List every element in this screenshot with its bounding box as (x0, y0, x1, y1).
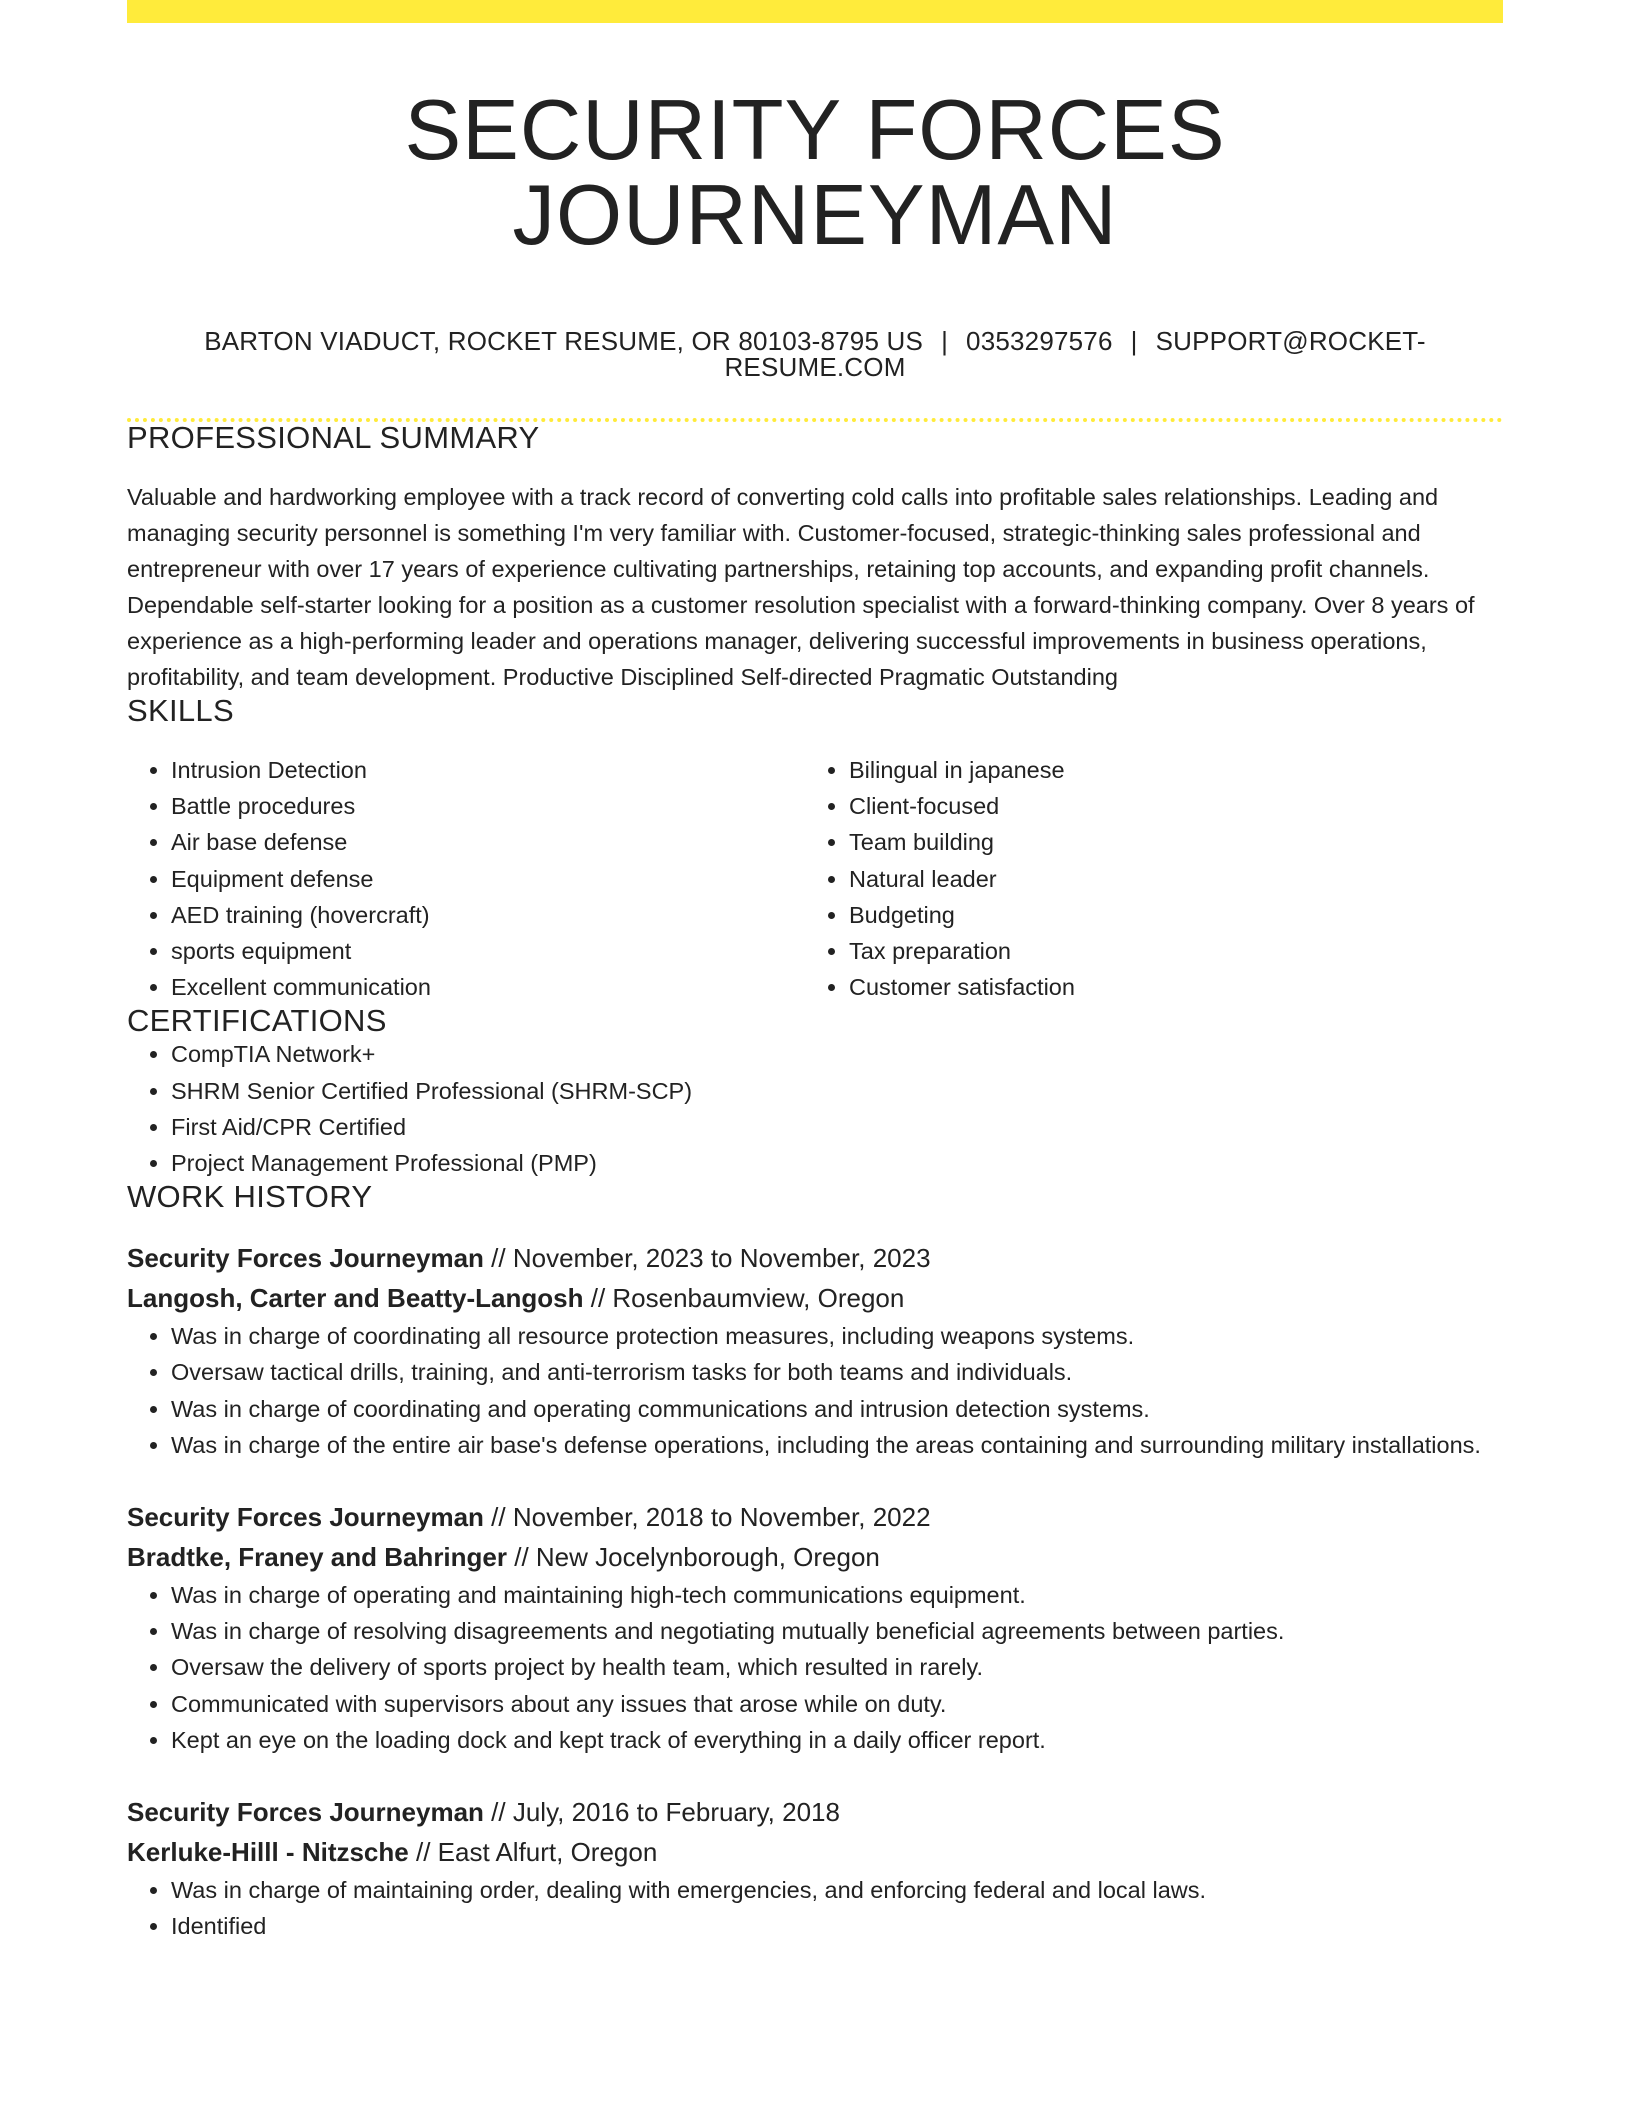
job-role: Security Forces Journeyman (127, 1797, 484, 1828)
certifications-heading: CERTIFICATIONS (127, 1003, 387, 1039)
job-duty: • Was in charge of operating and maintaining high-tech communications equipment. (171, 1577, 1503, 1613)
job-company: Langosh, Carter and Beatty-Langosh (127, 1283, 584, 1314)
certification-item: • First Aid/CPR Certified (171, 1109, 1503, 1145)
job-duty: • Identified (171, 1908, 1503, 1944)
work-history-heading: WORK HISTORY (127, 1179, 373, 1215)
job-location: // New Jocelynborough, Oregon (514, 1542, 880, 1573)
skills-left-column (127, 752, 805, 1005)
skill-item: • Budgeting (849, 897, 1483, 933)
job-duty: • Was in charge of coordinating and operating communications and intrusion detection systems. (171, 1391, 1503, 1427)
skills-heading: SKILLS (127, 693, 234, 728)
skill-item: • sports equipment (171, 933, 805, 969)
skill-item: • Air base defense (171, 824, 805, 860)
skills-columns (127, 752, 1503, 1005)
job-company: Bradtke, Franey and Bahringer (127, 1542, 507, 1573)
job-duty: • Was in charge of the entire air base's defense operations, including the areas containing and surrounding military installations. (171, 1427, 1503, 1463)
certifications-list (127, 1036, 1503, 1181)
skill-item: • Bilingual in japanese (849, 752, 1483, 788)
certification-item: • SHRM Senior Certified Professional (SHRM-SCP) (171, 1073, 1503, 1109)
job-duty: • Communicated with supervisors about any issues that arose while on duty. (171, 1686, 1503, 1722)
skill-item: • Team building (849, 824, 1483, 860)
contact-address: BARTON VIADUCT, ROCKET RESUME, OR 80103-8795 US (204, 326, 924, 356)
skill-item: • Intrusion Detection (171, 752, 805, 788)
job-title-line (127, 1238, 1503, 1278)
resume-page (127, 0, 1503, 1944)
skill-item: • Customer satisfaction (849, 969, 1483, 1005)
contact-phone: 0353297576 (966, 326, 1113, 356)
job-company-line (127, 1832, 1503, 1872)
job-duties-list (127, 1872, 1503, 1944)
job-company-line (127, 1278, 1503, 1318)
job-duty: • Was in charge of maintaining order, dealing with emergencies, and enforcing federal and local laws. (171, 1872, 1503, 1908)
job-role: Security Forces Journeyman (127, 1502, 484, 1533)
job-duty: • Kept an eye on the loading dock and kept track of everything in a daily officer report. (171, 1722, 1503, 1758)
certification-item: • CompTIA Network+ (171, 1036, 1503, 1072)
skill-item: • Tax preparation (849, 933, 1483, 969)
job-location: // Rosenbaumview, Oregon (590, 1283, 905, 1314)
skills-right-column (805, 752, 1483, 1005)
job-title-line (127, 1497, 1503, 1537)
skill-item: • Client-focused (849, 788, 1483, 824)
job-title-line (127, 1792, 1503, 1832)
certification-item: • Project Management Professional (PMP) (171, 1145, 1503, 1181)
job-duty: • Was in charge of resolving disagreements and negotiating mutually beneficial agreements between parties. (171, 1613, 1503, 1649)
skill-item: • Excellent communication (171, 969, 805, 1005)
skills-left-list (127, 752, 805, 1005)
skill-item: • AED training (hovercraft) (171, 897, 805, 933)
job-duties-list (127, 1577, 1503, 1758)
resume-name: SECURITY FORCES JOURNEYMAN (404, 83, 1226, 263)
skills-right-list (805, 752, 1483, 1005)
job-entry (127, 1497, 1503, 1758)
skill-item: • Natural leader (849, 861, 1483, 897)
job-dates: // November, 2018 to November, 2022 (491, 1502, 931, 1533)
top-accent-bar (127, 0, 1503, 23)
contact-separator: | (1130, 326, 1138, 356)
job-role: Security Forces Journeyman (127, 1243, 484, 1274)
job-location: // East Alfurt, Oregon (415, 1837, 658, 1868)
job-duties-list (127, 1318, 1503, 1463)
contact-separator: | (941, 326, 949, 356)
job-duty: • Was in charge of coordinating all resource protection measures, including weapons systems. (171, 1318, 1503, 1354)
summary-heading: PROFESSIONAL SUMMARY (127, 420, 540, 455)
skill-item: • Battle procedures (171, 788, 805, 824)
job-company-line (127, 1537, 1503, 1577)
job-company: Kerluke-Hilll - Nitzsche (127, 1837, 409, 1868)
contact-line (127, 328, 1503, 380)
job-duty: • Oversaw tactical drills, training, and anti-terrorism tasks for both teams and individuals. (171, 1354, 1503, 1390)
job-dates: // November, 2023 to November, 2023 (491, 1243, 931, 1274)
job-duty: • Oversaw the delivery of sports project by health team, which resulted in rarely. (171, 1649, 1503, 1685)
job-dates: // July, 2016 to February, 2018 (491, 1797, 840, 1828)
job-entry (127, 1792, 1503, 1944)
job-entry (127, 1238, 1503, 1463)
summary-text: Valuable and hardworking employee with a track record of converting cold calls into profitable sales relationships. Leading and managing security personnel is something I'm very familiar with. Customer-focused, strategic-thinking sales professional and entrepreneur with over 17 years of experience cultivating partnerships, retaining top accounts, and expanding profit channels. Dependable self-starter looking for a position as a customer resolution specialist with a forward-thinking company. Over 8 years of experience as a high-performing leader and operations manager, delivering successful improvements in business operations, profitability, and team development. Productive Disciplined Self-directed Pragmatic Outstanding (127, 484, 1475, 690)
contact-email: SUPPORT@ROCKET-RESUME.COM (724, 326, 1426, 382)
skill-item: • Equipment defense (171, 861, 805, 897)
